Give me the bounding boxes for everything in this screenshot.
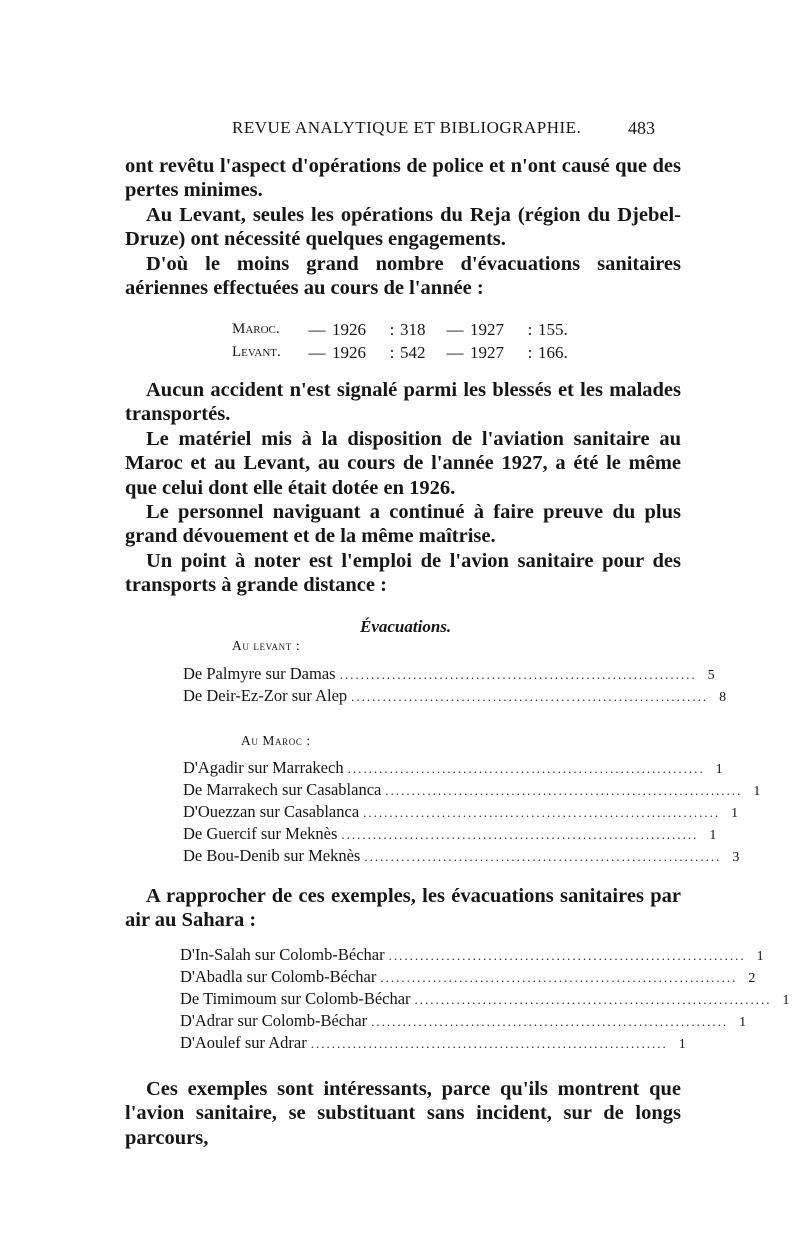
comparison-value: 155. — [538, 320, 568, 339]
comparison-dash: — — [446, 320, 464, 339]
paragraph: ont revêtu l'aspect d'opérations de police et n'ont causé que des pertes minimes. — [125, 155, 681, 202]
leader-dots: .................................................................... — [414, 992, 772, 1007]
list-item — [183, 824, 717, 846]
leader-dots: .................................................................... — [310, 1036, 668, 1051]
sahara-evacuations-list — [180, 945, 790, 1055]
route-count: 1 — [678, 1037, 686, 1052]
route-label: D'Agadir sur Marrakech — [183, 758, 344, 777]
running-header — [0, 118, 800, 144]
paragraph: Aucun accident n'est signalé parmi les blessés et les malades transportés. — [125, 379, 681, 426]
route-count: 1 — [756, 949, 764, 964]
sahara-intro-text — [125, 884, 681, 933]
comparison-year: 1926 — [332, 343, 366, 362]
comparison-colon: : — [527, 320, 533, 339]
comparison-colon: : — [527, 343, 533, 362]
comparison-value: 166. — [538, 343, 568, 362]
leader-dots: .................................................................... — [363, 805, 721, 820]
leader-dots: .................................................................... — [380, 970, 738, 985]
route-label: D'Aoulef sur Adrar — [180, 1033, 307, 1052]
list-item — [183, 758, 723, 780]
levant-group-label: Au levant : — [232, 638, 301, 653]
comparison-year: 1927 — [470, 320, 504, 339]
paragraph: D'où le moins grand nombre d'évacuations sanitaires aériennes effectuées au cours de l'année : — [125, 252, 681, 300]
route-count: 8 — [719, 690, 727, 705]
list-item — [183, 780, 761, 802]
leader-dots: .................................................................... — [351, 689, 709, 704]
route-count: 2 — [748, 971, 756, 986]
route-count: 1 — [715, 762, 723, 777]
leader-dots: .................................................................... — [385, 783, 743, 798]
closing-text — [125, 1077, 681, 1150]
list-item — [183, 664, 715, 686]
comparison-dash: — — [308, 320, 326, 339]
comparison-colon: : — [389, 320, 395, 339]
leader-dots: .................................................................... — [371, 1014, 729, 1029]
route-label: De Guercif sur Meknès — [183, 824, 338, 843]
leader-dots: .................................................................... — [341, 827, 699, 842]
comparison-value: 542 — [400, 343, 426, 362]
intro-text — [125, 154, 681, 300]
list-item — [180, 1033, 686, 1055]
levant-evacuations-list — [183, 664, 727, 708]
leader-dots: .................................................................... — [339, 667, 697, 682]
route-label: De Palmyre sur Damas — [183, 664, 336, 683]
route-label: D'Ouezzan sur Casablanca — [183, 802, 360, 821]
route-count: 1 — [709, 828, 717, 843]
list-item — [180, 1011, 747, 1033]
maroc-evacuations-list — [183, 758, 761, 868]
paragraph: Ces exemples sont intéressants, parce qu'ils montrent que l'avion sanitaire, se substituant sans incident, sur de longs parcours, — [125, 1078, 681, 1149]
list-item — [183, 686, 727, 708]
comparison-row-levant — [232, 341, 578, 364]
comparison-row-maroc — [232, 318, 578, 341]
comparison-place: Maroc. — [232, 321, 280, 337]
route-count: 3 — [732, 850, 740, 865]
running-title: REVUE ANALYTIQUE ET BIBLIOGRAPHIE. — [232, 118, 582, 137]
route-count: 1 — [731, 806, 739, 821]
comparison-dash: — — [308, 343, 326, 362]
evacuations-heading: Évacuations. — [360, 617, 452, 636]
route-label: D'Abadla sur Colomb-Béchar — [180, 967, 377, 986]
leader-dots: .................................................................... — [364, 849, 722, 864]
middle-text — [125, 378, 681, 598]
leader-dots: .................................................................... — [347, 761, 705, 776]
comparison-value: 318 — [400, 320, 426, 339]
route-label: De Marrakech sur Casablanca — [183, 780, 382, 799]
maroc-group-label: Au Maroc : — [241, 733, 311, 748]
list-item — [183, 846, 740, 868]
comparison-place: Levant. — [232, 344, 281, 360]
evacuation-comparison-table — [232, 318, 578, 364]
list-item — [180, 967, 756, 989]
route-label: De Bou-Denib sur Meknès — [183, 846, 361, 865]
route-count: 1 — [753, 784, 761, 799]
paragraph: Au Levant, seules les opérations du Reja (région du Djebel-Druze) ont nécessité quelques engagements. — [125, 203, 681, 251]
paragraph: Un point à noter est l'emploi de l'avion sanitaire pour des transports à grande distance : — [125, 549, 681, 597]
route-count: 1 — [739, 1015, 747, 1030]
comparison-year: 1927 — [470, 343, 504, 362]
paragraph: A rapprocher de ces exemples, les évacuations sanitaires par air au Sahara : — [125, 885, 681, 932]
route-label: D'In-Salah sur Colomb-Béchar — [180, 945, 385, 964]
paragraph: Le personnel naviguant a continué à faire preuve du plus grand dévouement et de la même maîtrise. — [125, 501, 681, 548]
leader-dots: .................................................................... — [388, 948, 746, 963]
page-number: 483 — [628, 118, 655, 138]
comparison-colon: : — [389, 343, 395, 362]
route-label: D'Adrar sur Colomb-Béchar — [180, 1011, 368, 1030]
route-count: 1 — [782, 993, 790, 1008]
comparison-year: 1926 — [332, 320, 366, 339]
route-label: De Deir-Ez-Zor sur Alep — [183, 686, 348, 705]
list-item — [180, 945, 764, 967]
list-item — [180, 989, 790, 1011]
list-item — [183, 802, 739, 824]
route-label: De Timimoum sur Colomb-Béchar — [180, 989, 411, 1008]
route-count: 5 — [707, 668, 715, 683]
paragraph: Le matériel mis à la disposition de l'aviation sanitaire au Maroc et au Levant, au cours de l'année 1927, a été le même que celui dont elle était dotée en 1926. — [125, 427, 681, 499]
comparison-dash: — — [446, 343, 464, 362]
